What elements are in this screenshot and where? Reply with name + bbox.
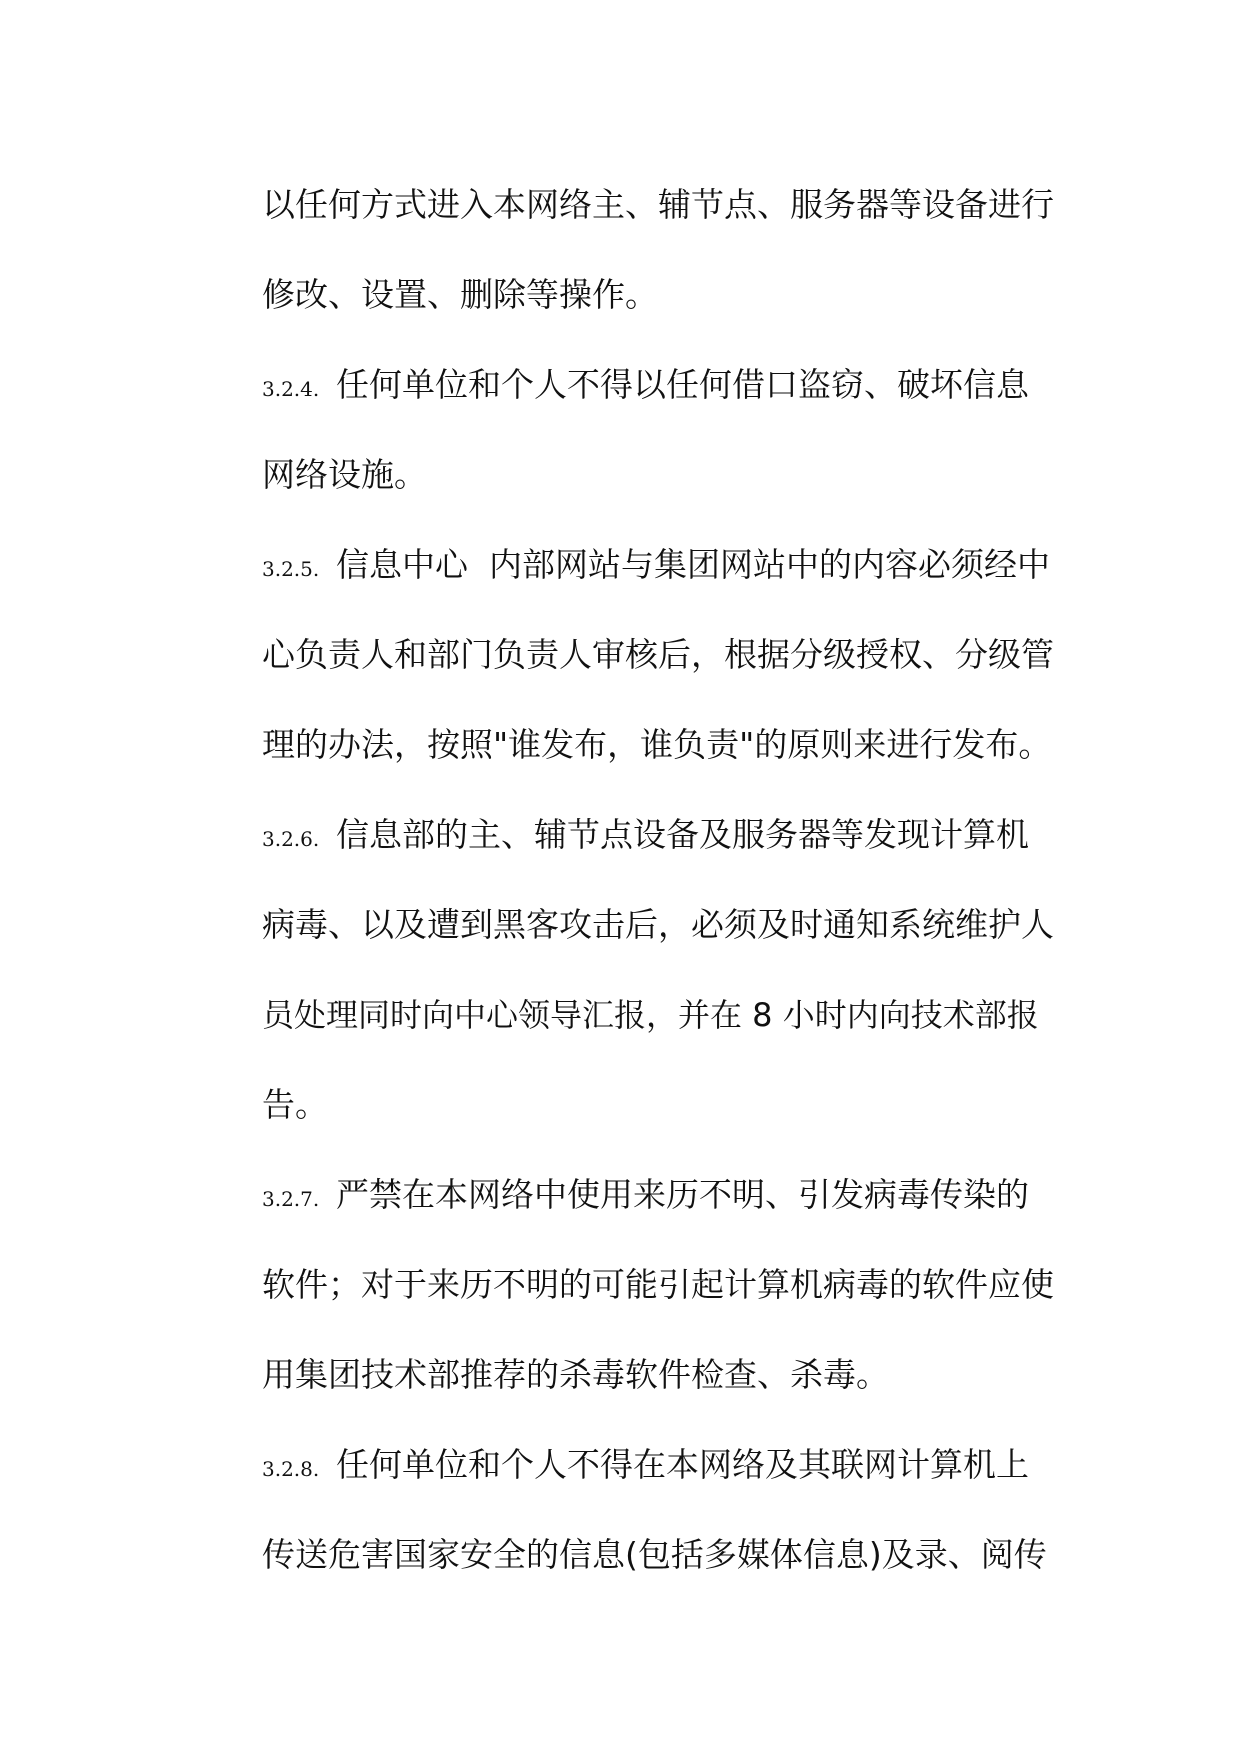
paragraph-line bbox=[262, 1060, 1062, 1150]
paragraph-line bbox=[262, 1150, 1062, 1240]
paragraph-line bbox=[262, 160, 1062, 250]
line-text: 网络设施。 bbox=[262, 455, 427, 494]
clause-number: 3.2.4. bbox=[262, 377, 320, 401]
line-text: 员处理同时向中心领导汇报，并在 8 小时内向技术部报 bbox=[262, 996, 1039, 1034]
paragraph-line bbox=[262, 610, 1062, 700]
line-text: 心负责人和部门负责人审核后，根据分级授权、分级管 bbox=[262, 635, 1054, 674]
paragraph-line bbox=[262, 1420, 1062, 1510]
line-text: 软件；对于来历不明的可能引起计算机病毒的软件应使 bbox=[262, 1265, 1054, 1304]
clause-number: 3.2.7. bbox=[262, 1187, 320, 1211]
paragraph-line bbox=[262, 1240, 1062, 1330]
line-text: 任何单位和个人不得在本网络及其联网计算机上 bbox=[336, 1445, 1029, 1484]
paragraph-line bbox=[262, 520, 1062, 610]
paragraph-line bbox=[262, 880, 1062, 970]
paragraph-line bbox=[262, 340, 1062, 430]
paragraph-line bbox=[262, 790, 1062, 880]
paragraph-line bbox=[262, 970, 1062, 1060]
clause-number: 3.2.8. bbox=[262, 1457, 320, 1481]
clause-number: 3.2.6. bbox=[262, 827, 320, 851]
line-text: 用集团技术部推荐的杀毒软件检查、杀毒。 bbox=[262, 1355, 889, 1394]
paragraph-line bbox=[262, 1330, 1062, 1420]
line-text: 理的办法，按照"谁发布，谁负责"的原则来进行发布。 bbox=[262, 725, 1052, 764]
line-text: 任何单位和个人不得以任何借口盗窃、破坏信息 bbox=[336, 365, 1029, 404]
paragraph-line bbox=[262, 1510, 1062, 1600]
line-text: 传送危害国家安全的信息(包括多媒体信息)及录、阅传 bbox=[262, 1535, 1047, 1574]
line-text: 信息中心 内部网站与集团网站中的内容必须经中 bbox=[336, 545, 1050, 584]
paragraph-line bbox=[262, 250, 1062, 340]
line-text: 修改、设置、删除等操作。 bbox=[262, 275, 658, 314]
line-text: 病毒、以及遭到黑客攻击后，必须及时通知系统维护人 bbox=[262, 905, 1054, 944]
line-text: 信息部的主、辅节点设备及服务器等发现计算机 bbox=[336, 815, 1029, 854]
line-text: 告。 bbox=[262, 1085, 328, 1124]
document-body bbox=[262, 160, 1062, 1600]
line-text: 以任何方式进入本网络主、辅节点、服务器等设备进行 bbox=[262, 185, 1054, 224]
paragraph-line bbox=[262, 700, 1062, 790]
clause-number: 3.2.5. bbox=[262, 557, 320, 581]
paragraph-line bbox=[262, 430, 1062, 520]
line-text: 严禁在本网络中使用来历不明、引发病毒传染的 bbox=[336, 1175, 1029, 1214]
